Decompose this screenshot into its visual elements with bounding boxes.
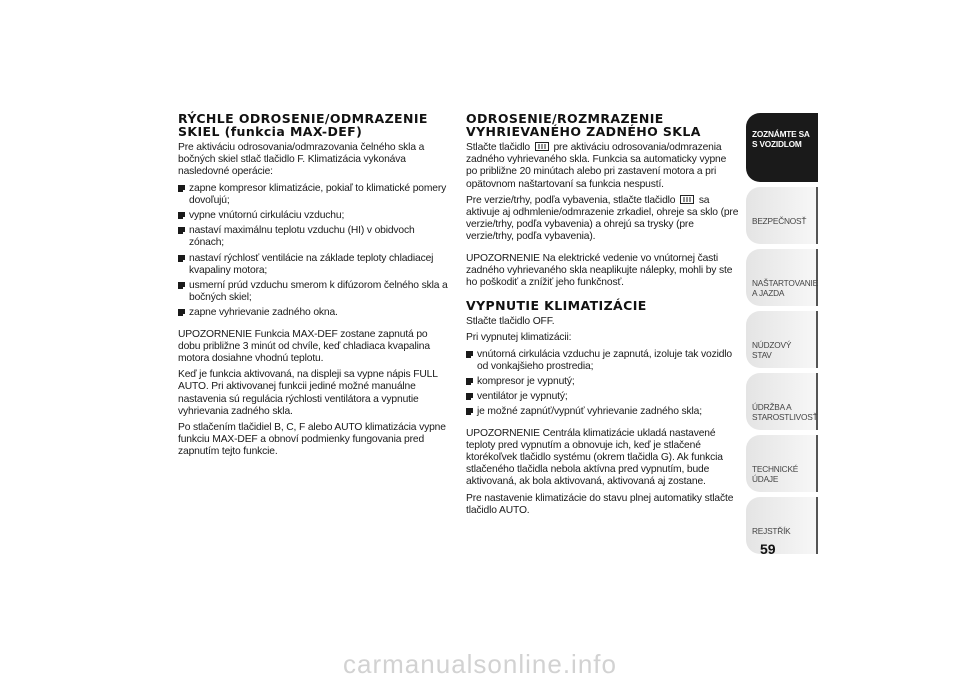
list-item: nastaví maximálnu teplotu vzduchu (HI) v obidvoch zónach; [178, 225, 450, 249]
warning-paragraph: UPOZORNENIE Funkcia MAX-DEF zostane zapnutá po dobu približne 3 minút od chvíle, keď chladiaca kvapalina motora dosiahne vhodnú teplotu. [178, 328, 430, 365]
list-item: kompresor je vypnutý; [466, 376, 740, 388]
off-state-list [466, 349, 740, 419]
paragraph: Pri vypnutej klimatizácii: [466, 332, 572, 344]
right-column [466, 112, 740, 521]
chapter-tabs [746, 113, 818, 559]
paragraph: Stlačte tlačidlo OFF. [466, 316, 555, 328]
warning-paragraph: UPOZORNENIE Centrála klimatizácie ukladá nastavené teploty pred vypnutím a obnovuje ich, keď je stlačené ktorékoľvek tlačidlo systému (okrem tlačidla G). Ak funkcia stlačeného tlačidla nebola aktívna pred vypnutím, bude aktivovaná, ak bola aktivovaná, aktivovaná aj zostane. [466, 427, 723, 488]
watermark: carmanualsonline.info [343, 649, 617, 679]
section-heading-climate-off: VYPNUTIE KLIMATIZÁCIE [466, 298, 647, 314]
paragraph: Pre verzie/trhy, podľa vybavenia, stlačte tlačidlo sa aktivuje aj odhmlenie/odmrazenie zrkadiel, ohreje sa sklo (pre verzie/trhy, podľa vybavenia) a ohrejú sa trysky (pre verzie/trhy, podľa vybavenia). [466, 194, 739, 243]
list-item: nastaví rýchlosť ventilácie na základe teploty chladiacej kvapaliny motora; [178, 253, 450, 277]
list-item: je možné zapnúť/vypnúť vyhrievanie zadného skla; [466, 406, 740, 418]
checkbox-bullet-icon [178, 212, 185, 219]
rear-defrost-icon [535, 142, 549, 151]
tab-emergency[interactable]: NÚDZOVÝ STAV [746, 311, 818, 368]
checkbox-bullet-icon [466, 351, 473, 358]
checkbox-bullet-icon [178, 282, 185, 289]
paragraph: Stlačte tlačidlo pre aktiváciu odrosovania/odmrazenia zadného vyhrievaného skla. Funkcia sa automaticky vypne po približne 20 minútach alebo pri zastavení motora a pri opätovnom naštartovaní sa funkcia nespustí. [466, 142, 727, 190]
checkbox-bullet-icon [178, 185, 185, 192]
paragraph: Po stlačením tlačidiel B, C, F alebo AUTO klimatizácia vypne funkciu MAX-DEF a obnoví podmienky fungovania pred zapnutím tejto funkcie. [178, 422, 446, 458]
tab-maintenance[interactable]: ÚDRŽBA A STAROSTLIVOSŤ [746, 373, 818, 430]
checkbox-bullet-icon [178, 227, 185, 234]
checkbox-bullet-icon [466, 393, 473, 400]
tab-starting-driving[interactable]: NAŠTARTOVANIE A JAZDA [746, 249, 818, 306]
tab-index[interactable]: REJSTŘÍK [746, 497, 818, 554]
list-item: usmerní prúd vzduchu smerom k difúzorom čelného skla a bočných skiel; [178, 280, 450, 304]
left-column [178, 112, 450, 463]
tab-technical-data[interactable]: TECHNICKÉ ÚDAJE [746, 435, 818, 492]
checkbox-bullet-icon [466, 408, 473, 415]
list-item: vypne vnútornú cirkuláciu vzduchu; [178, 210, 450, 222]
page-number: 59 [760, 541, 776, 557]
warning-paragraph: UPOZORNENIE Na elektrické vedenie vo vnútornej časti zadného vyhrievaného skla neaplikujte nálepky, mohli by ste ho poškodiť a znížiť jeho funkčnosť. [466, 252, 733, 289]
checkbox-bullet-icon [178, 255, 185, 262]
list-item: zapne kompresor klimatizácie, pokiaľ to klimatické pomery dovoľujú; [178, 183, 450, 207]
section-heading-rear-defrost: ODROSENIE/ROZMRAZENIE VYHRIEVANÉHO ZADNÉHO SKLA [466, 111, 701, 139]
tab-safety[interactable]: BEZPEČNOSŤ [746, 187, 818, 244]
checkbox-bullet-icon [178, 309, 185, 316]
paragraph: Pre aktiváciu odrosovania/odmrazovania čelného skla a bočných skiel stlač tlačidlo F. Klimatizácia vykonáva nasledovné operácie: [178, 142, 425, 178]
paragraph: Pre nastavenie klimatizácie do stavu plnej automatiky stlačte tlačidlo AUTO. [466, 492, 734, 516]
list-item: ventilátor je vypnutý; [466, 391, 740, 403]
operations-list [178, 183, 450, 320]
checkbox-bullet-icon [466, 378, 473, 385]
list-item: zapne vyhrievanie zadného okna. [178, 307, 450, 319]
list-item: vnútorná cirkulácia vzduchu je zapnutá, izoluje tak vozidlo od vonkajšieho prostredia; [466, 349, 740, 373]
tab-getting-to-know-vehicle[interactable]: ZOZNÁMTE SA S VOZIDLOM [746, 113, 818, 182]
rear-defrost-icon [680, 195, 694, 204]
section-heading-max-def: RÝCHLE ODROSENIE/ODMRAZENIE SKIEL (funkcia MAX-DEF) [178, 111, 428, 139]
paragraph: Keď je funkcia aktivovaná, na displeji sa vypne nápis FULL AUTO. Pri aktivovanej funkcii jediné možné manuálne nastavenia sú regulácia rýchlosti ventilátora a vypnutie vyhrievania zadného skla. [178, 369, 438, 417]
